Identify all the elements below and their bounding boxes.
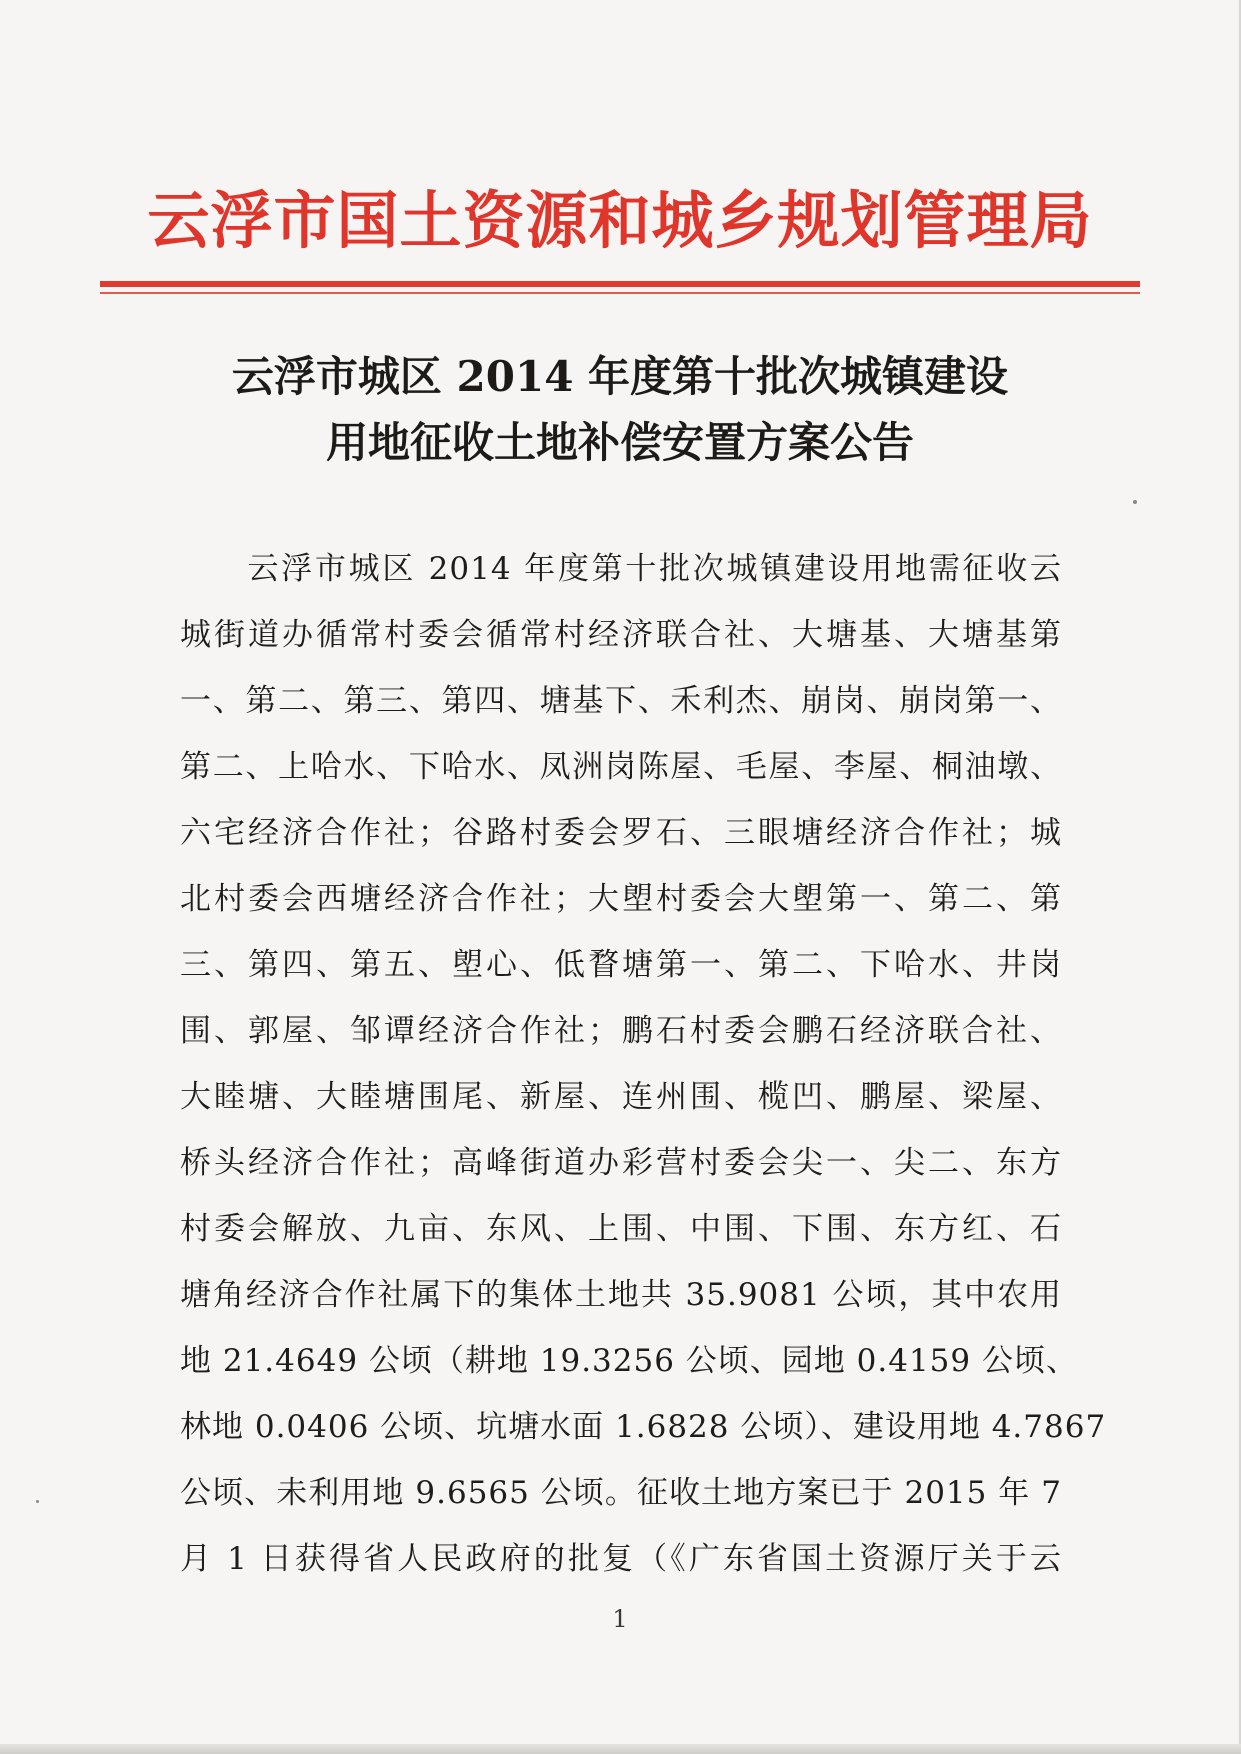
scan-edge-bottom — [0, 1744, 1241, 1754]
announcement-body — [180, 536, 1107, 1592]
body-line-15: 公顷、未利用地 9.6565 公顷。征收土地方案已于 2015 年 7 — [180, 1475, 1062, 1511]
body-line-2: 城街道办循常村委会循常村经济联合社、大塘基、大塘基第 — [180, 617, 1062, 653]
body-line-16: 月 1 日获得省人民政府的批复（《广东省国土资源厅关于云 — [180, 1541, 1062, 1577]
body-line-13: 地 21.4649 公顷（耕地 19.3256 公顷、园地 0.4159 公顷、 — [180, 1343, 1078, 1379]
body-line-7: 三、第四、第五、塱心、低瞀塘第一、第二、下哈水、井岗 — [180, 947, 1062, 983]
body-line-10: 桥头经济合作社；高峰街道办彩营村委会尖一、尖二、东方 — [180, 1145, 1062, 1181]
issuing-organization-header: 云浮市国土资源和城乡规划管理局 — [147, 184, 1093, 257]
document-title-line-2: 用地征收土地补偿安置方案公告 — [325, 418, 914, 467]
body-line-9: 大睦塘、大睦塘围尾、新屋、连州围、榄凹、鹏屋、梁屋、 — [180, 1079, 1062, 1115]
body-line-11: 村委会解放、九亩、东风、上围、中围、下围、东方红、石 — [180, 1211, 1062, 1247]
body-line-3: 一、第二、第三、第四、塘基下、禾利杰、崩岗、崩岗第一、 — [180, 683, 1062, 719]
page-number: 1 — [612, 1605, 628, 1633]
red-header-rule-thin — [100, 292, 1140, 294]
red-header-rule-thick — [100, 281, 1140, 287]
body-line-1: 云浮市城区 2014 年度第十批次城镇建设用地需征收云 — [180, 551, 1062, 587]
document-title-line-1: 云浮市城区 2014 年度第十批次城镇建设 — [231, 352, 1009, 401]
body-line-5: 六宅经济合作社；谷路村委会罗石、三眼塘经济合作社；城 — [180, 815, 1062, 851]
document-title — [120, 344, 1120, 476]
scan-speck — [36, 1500, 39, 1503]
scan-speck — [1133, 500, 1137, 504]
body-line-14: 林地 0.0406 公顷、坑塘水面 1.6828 公顷）、建设用地 4.7867 — [180, 1409, 1107, 1445]
body-line-8: 围、郭屋、邹谭经济合作社；鹏石村委会鹏石经济联合社、 — [180, 1013, 1062, 1049]
body-line-6: 北村委会西塘经济合作社；大塱村委会大塱第一、第二、第 — [180, 881, 1062, 917]
body-line-12: 塘角经济合作社属下的集体土地共 35.9081 公顷，其中农用 — [180, 1277, 1062, 1313]
body-line-4: 第二、上哈水、下哈水、凤洲岗陈屋、毛屋、李屋、桐油墩、 — [180, 749, 1062, 785]
